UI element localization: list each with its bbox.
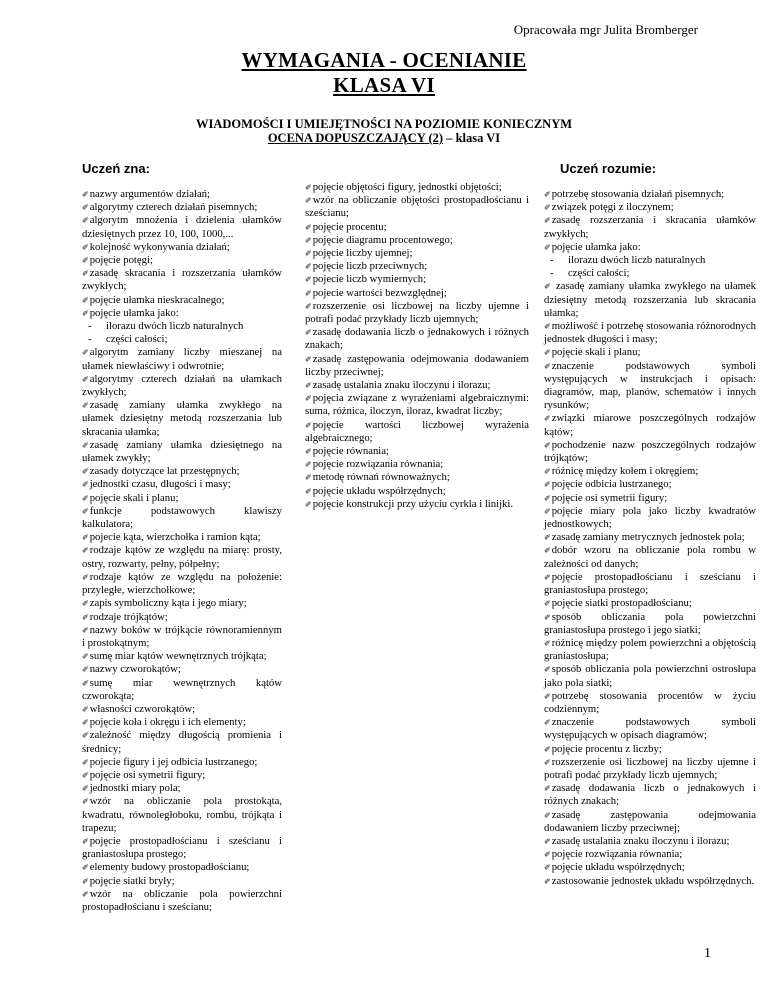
list-item-text: pojęcie procentu; — [312, 220, 387, 233]
list-item-text: zasadę zamiany ułamka zwykłego na ułamek dziesiętny metodą rozszerzania lub skracania ułamka; — [544, 280, 756, 319]
list-item-text: pojęcie diagramu procentowego; — [312, 233, 453, 246]
list-item-text: jednostki czasu, długości i masy; — [89, 478, 231, 491]
document-class-title: KLASA VI — [333, 73, 435, 97]
list-item-text: pojęcie siatki prostopadłościanu; — [551, 597, 692, 610]
list-item — [305, 419, 529, 445]
list-item-text: znaczenie podstawowych symboli występujących w instrukcjach i opisach: diagramów, map, planów, schematów i innych rysunków; — [544, 359, 756, 412]
list-item-text: pojecie liczb wymiernych; — [312, 273, 427, 286]
list-item — [82, 611, 282, 624]
list-item-text: pojęcie konstrukcji przy użyciu cyrkla i linijki. — [312, 497, 514, 510]
pencil-icon: ✐ — [82, 652, 89, 662]
list-item-text: zasadę dodawania liczb o jednakowych i różnych znakach; — [305, 326, 529, 352]
list-item-text: pojęcie procentu z liczby; — [551, 742, 662, 755]
list-item-text: elementy budowy prostopadłościanu; — [89, 861, 250, 874]
list-item — [82, 875, 282, 888]
list-item-text: pojęcie prostopadłościanu i sześcianu i graniastosłupa prostego; — [82, 834, 282, 861]
list-item — [305, 379, 529, 392]
list-item-text: pojęcie układu współrzędnych; — [551, 861, 685, 874]
dash-marker: - — [550, 254, 554, 267]
list-item-text: pojęcie siatki bryły; — [89, 874, 175, 887]
understands-column — [544, 188, 756, 888]
list-item — [82, 267, 282, 293]
list-item — [544, 690, 756, 716]
list-item — [82, 201, 282, 214]
list-item — [82, 769, 282, 782]
pencil-icon: ✐ — [305, 235, 312, 245]
pencil-icon: ✐ — [82, 612, 89, 622]
list-item-text: wzór na obliczanie pola prostokąta, kwadratu, równoległoboku, rombu, trójkąta i trapezu; — [82, 795, 282, 834]
dash-marker: - — [88, 320, 92, 333]
list-item — [544, 346, 756, 359]
pencil-icon: ✐ — [82, 678, 89, 688]
list-item-text: sumę miar wewnętrznych kątów czworokąta; — [82, 676, 282, 702]
list-item — [305, 273, 529, 286]
understands-heading: Uczeń rozumie: — [560, 161, 657, 176]
list-item-text: pojęcie osi symetrii figury; — [551, 491, 668, 504]
pencil-icon: ✐ — [544, 322, 551, 332]
list-item — [544, 505, 756, 531]
pencil-icon: ✐ — [82, 480, 89, 490]
list-item-text: kolejność wykonywania działań; — [89, 240, 230, 253]
list-item — [544, 320, 756, 346]
list-item-text: pojęcie ułamka jako: — [89, 306, 179, 319]
pencil-icon: ✐ — [82, 863, 89, 873]
grade-class-label: – klasa VI — [443, 131, 501, 145]
list-item — [544, 188, 756, 201]
pencil-icon: ✐ — [305, 301, 312, 311]
grade-label: OCENA DOPUSZCZAJĄCY (2) — [267, 131, 444, 145]
pencil-icon: ✐ — [305, 486, 312, 496]
pencil-icon: ✐ — [82, 348, 89, 358]
list-item-text: pojęcie objętości figury, jednostki objętości; — [312, 181, 502, 193]
pencil-icon: ✐ — [82, 216, 89, 226]
pencil-icon: ✐ — [305, 222, 312, 232]
list-item-text: funkcje podstawowych klawiszy kalkulatora; — [82, 504, 282, 531]
list-item — [305, 485, 529, 498]
list-item — [544, 716, 756, 742]
pencil-icon: ✐ — [82, 704, 89, 714]
pencil-icon: ✐ — [305, 275, 312, 285]
pencil-icon: ✐ — [544, 876, 551, 886]
list-item-text: zasadę zastępowania odejmowania dodawaniem liczby przeciwnej; — [305, 352, 529, 378]
list-item-text: zależność między długością promienia i średnicy; — [82, 729, 282, 755]
list-item-text: metodę równań równoważnych; — [312, 471, 450, 484]
pencil-icon: ✐ — [544, 691, 551, 701]
list-item — [544, 214, 756, 240]
pencil-icon: ✐ — [544, 361, 551, 371]
list-item-text: pojęcie odbicia lustrzanego; — [551, 478, 672, 491]
pencil-icon: ✐ — [305, 288, 312, 298]
list-item — [544, 597, 756, 610]
pencil-icon: ✐ — [82, 308, 89, 318]
list-item-text: zasadę ustalania znaku iloczynu i ilorazu; — [551, 834, 730, 847]
pencil-icon: ✐ — [82, 836, 89, 846]
list-item — [82, 795, 282, 835]
pencil-icon: ✐ — [544, 836, 551, 846]
list-item — [305, 392, 529, 418]
pencil-icon: ✐ — [82, 599, 89, 609]
list-item-text: nazwy argumentów działań; — [89, 188, 210, 200]
list-item-text: sumę miar kątów wewnętrznych trójkąta; — [89, 650, 267, 663]
list-item — [305, 260, 529, 273]
pencil-icon: ✐ — [544, 467, 551, 477]
pencil-icon: ✐ — [82, 295, 89, 305]
list-item-text: sposób obliczania pola powierzchni ostrosłupa jako pola siatki; — [544, 663, 756, 689]
list-item-text: dobór wzoru na obliczanie pola rombu w zależności od danych; — [544, 544, 756, 570]
knows-column-1 — [82, 188, 282, 914]
list-item-text: rodzaje kątów ze względu na położenie: przyległe, wierzchołkowe; — [82, 570, 282, 597]
list-item-text: pojęcia związane z wyrażeniami algebraicznymi: suma, różnica, iloczyn, iloraz, kwadrat liczby; — [305, 392, 529, 418]
knows-heading: Uczeń zna: — [82, 161, 150, 176]
pencil-icon: ✐ — [82, 572, 89, 582]
pencil-icon: ✐ — [305, 460, 312, 470]
list-item — [305, 181, 529, 194]
list-item — [82, 399, 282, 439]
list-item-text: pojęcie koła i okręgu i ich elementy; — [89, 716, 246, 729]
list-item — [82, 492, 282, 505]
dash-marker: - — [550, 267, 554, 280]
list-item-text: wzór na obliczanie pola powierzchni prostopadłościanu i sześcianu; — [82, 887, 282, 913]
pencil-icon: ✐ — [82, 493, 89, 503]
list-item-text: rodzaje kątów ze względu na miarę: prosty, ostry, rozwarty, pełny, półpełny; — [82, 544, 282, 570]
list-item — [82, 703, 282, 716]
list-item — [82, 677, 282, 703]
list-item-text: zasady dotyczące lat przestępnych; — [89, 465, 240, 478]
pencil-icon: ✐ — [544, 480, 551, 490]
list-item — [305, 194, 529, 220]
list-item — [544, 875, 756, 888]
pencil-icon: ✐ — [82, 876, 89, 886]
list-item — [544, 743, 756, 756]
list-item — [544, 835, 756, 848]
list-item — [82, 214, 282, 240]
list-item — [544, 412, 756, 438]
pencil-icon: ✐ — [544, 440, 551, 450]
pencil-icon: ✐ — [544, 850, 551, 860]
list-item — [305, 353, 529, 379]
pencil-icon: ✐ — [544, 216, 551, 226]
pencil-icon: ✐ — [82, 718, 89, 728]
list-item-text: zasadę zastępowania odejmowania dodawaniem liczby przeciwnej; — [544, 808, 756, 834]
list-item — [82, 756, 282, 769]
pencil-icon: ✐ — [305, 394, 312, 404]
list-item — [544, 465, 756, 478]
page-number: 1 — [704, 946, 711, 961]
list-item — [82, 346, 282, 372]
list-item — [305, 445, 529, 458]
pencil-icon: ✐ — [544, 638, 551, 648]
list-item — [544, 201, 756, 214]
list-subitem-text: części całości; — [106, 333, 168, 346]
pencil-icon: ✐ — [544, 665, 551, 675]
pencil-icon: ✐ — [305, 499, 312, 509]
list-item — [544, 809, 756, 835]
list-subitem — [82, 320, 282, 333]
pencil-icon: ✐ — [82, 401, 89, 411]
list-item-text: własności czworokątów; — [89, 702, 196, 715]
list-item — [305, 471, 529, 484]
list-subitem-text: ilorazu dwóch liczb naturalnych — [568, 254, 706, 267]
list-item — [544, 478, 756, 491]
list-item — [544, 861, 756, 874]
pencil-icon: ✐ — [544, 242, 551, 252]
list-item — [82, 663, 282, 676]
list-item — [82, 465, 282, 478]
pencil-icon: ✐ — [544, 282, 551, 292]
document-title: WYMAGANIA - OCENIANIE — [241, 48, 527, 72]
list-item — [82, 373, 282, 399]
pencil-icon: ✐ — [305, 420, 312, 430]
list-subitem-text: ilorazu dwóch liczb naturalnych — [106, 320, 244, 333]
list-item-text: pojecie figury i jej odbicia lustrzanego; — [89, 755, 258, 768]
list-item-text: pojęcie miary pola jako liczby kwadratów jednostkowych; — [544, 504, 756, 531]
list-item-text: pojęcie potęgi; — [89, 254, 153, 267]
list-item-text: nazwy czworokątów; — [89, 663, 181, 676]
list-item-text: sposób obliczania pola powierzchni graniastosłupa prostego i jego siatki; — [544, 610, 756, 636]
list-item-text: pojęcie skali i planu; — [89, 491, 179, 504]
list-item-text: jednostki miary pola; — [89, 782, 181, 795]
list-item — [82, 650, 282, 663]
pencil-icon: ✐ — [544, 348, 551, 358]
pencil-icon: ✐ — [82, 533, 89, 543]
list-item-text: różnicę między polem powierzchni a objętością graniastosłupa; — [544, 636, 756, 663]
list-item-text: wzór na obliczanie objętości prostopadłościanu i sześcianu; — [305, 194, 529, 220]
list-item — [544, 637, 756, 663]
list-item-text: pojęcie układu współrzędnych; — [312, 484, 446, 497]
list-item — [82, 835, 282, 861]
pencil-icon: ✐ — [82, 190, 89, 199]
list-item — [305, 458, 529, 471]
list-item-text: zapis symboliczny kąta i jego miary; — [89, 597, 247, 610]
list-item-text: rodzaje trójkątów; — [89, 610, 168, 623]
list-item — [82, 782, 282, 795]
pencil-icon: ✐ — [544, 757, 551, 767]
list-item-text: pojecie kąta, wierzchołka i ramion kąta; — [89, 531, 261, 544]
list-item — [544, 756, 756, 782]
list-item — [82, 888, 282, 914]
list-item — [82, 188, 282, 201]
list-item-text: różnicę między kołem i okręgiem; — [551, 465, 699, 478]
list-item — [82, 254, 282, 267]
list-item-text: pojęcie ułamka nieskracalnego; — [89, 293, 225, 306]
list-item — [82, 531, 282, 544]
list-item-text: algorytmy czterech działań na ułamkach zwykłych; — [82, 372, 282, 399]
list-item — [82, 861, 282, 874]
pencil-icon: ✐ — [544, 190, 551, 199]
pencil-icon: ✐ — [544, 612, 551, 622]
list-item-text: związek potęgi z iloczynem; — [551, 201, 674, 214]
author-line: Opracowała mgr Julita Bromberger — [513, 22, 698, 37]
list-item — [82, 439, 282, 465]
pencil-icon: ✐ — [82, 374, 89, 384]
pencil-icon: ✐ — [82, 731, 89, 741]
list-item — [544, 848, 756, 861]
list-item — [305, 287, 529, 300]
list-item — [544, 611, 756, 637]
list-item — [82, 505, 282, 531]
list-item-text: algorytm mnożenia i dzielenia ułamków dziesiętnych przez 10, 100, 1000,... — [82, 214, 282, 240]
pencil-icon: ✐ — [305, 249, 312, 259]
list-item-text: związki miarowe poszczególnych rodzajów kątów; — [544, 412, 756, 438]
list-item-text: zasadę ustalania znaku iloczynu i ilorazu; — [312, 379, 491, 392]
list-item-text: zastosowanie jednostek układu współrzędnych. — [551, 874, 755, 887]
list-item-text: pojęcie wartości liczbowej wyrażenia algebraicznego; — [305, 418, 529, 444]
list-item — [544, 571, 756, 597]
pencil-icon: ✐ — [544, 718, 551, 728]
pencil-icon: ✐ — [82, 203, 89, 213]
pencil-icon: ✐ — [544, 493, 551, 503]
pencil-icon: ✐ — [82, 440, 89, 450]
list-item-text: zasadę zamiany metrycznych jednostek pola; — [551, 531, 745, 544]
list-item — [544, 663, 756, 689]
pencil-icon: ✐ — [544, 533, 551, 543]
list-item — [544, 531, 756, 544]
pencil-icon: ✐ — [305, 447, 312, 457]
list-item — [305, 221, 529, 234]
pencil-icon: ✐ — [82, 269, 89, 279]
list-item-text: pojęcie skali i planu; — [551, 346, 641, 359]
list-subitem — [544, 267, 756, 280]
list-item-text: potrzebę stosowania działań pisemnych; — [551, 188, 725, 200]
list-subitem-text: części całości; — [568, 267, 630, 280]
list-item-text: zasadę skracania i rozszerzania ułamków zwykłych; — [82, 267, 282, 293]
list-item — [544, 241, 756, 254]
list-item — [82, 624, 282, 650]
pencil-icon: ✐ — [305, 381, 312, 391]
pencil-icon: ✐ — [82, 467, 89, 477]
pencil-icon: ✐ — [544, 810, 551, 820]
pencil-icon: ✐ — [82, 665, 89, 675]
list-item — [305, 498, 529, 511]
list-item — [82, 307, 282, 320]
pencil-icon: ✐ — [82, 797, 89, 807]
list-item-text: pojęcie rozwiązania równania; — [551, 848, 683, 861]
pencil-icon: ✐ — [305, 262, 312, 272]
pencil-icon: ✐ — [544, 506, 551, 516]
list-item-text: pojęcie liczby ujemnej; — [312, 247, 413, 260]
pencil-icon: ✐ — [82, 784, 89, 794]
list-item — [544, 544, 756, 570]
list-item-text: pojecie wartości bezwzględnej; — [312, 286, 447, 299]
list-item — [82, 729, 282, 755]
pencil-icon: ✐ — [544, 546, 551, 556]
list-item — [544, 280, 756, 320]
pencil-icon: ✐ — [544, 572, 551, 582]
pencil-icon: ✐ — [82, 256, 89, 266]
list-item — [82, 478, 282, 491]
list-item-text: pojęcie ułamka jako: — [551, 240, 641, 253]
pencil-icon: ✐ — [82, 757, 89, 767]
list-item — [82, 294, 282, 307]
pencil-icon: ✐ — [544, 784, 551, 794]
section-subtitle: WIADOMOŚCI I UMIEJĘTNOŚCI NA POZIOMIE KONIECZNYM — [195, 117, 573, 131]
list-item-text: algorytmy czterech działań pisemnych; — [89, 201, 258, 214]
knows-column-2 — [305, 181, 529, 511]
pencil-icon: ✐ — [82, 546, 89, 556]
pencil-icon: ✐ — [544, 863, 551, 873]
list-item-text: zasadę rozszerzania i skracania ułamków zwykłych; — [544, 214, 756, 240]
list-item — [82, 597, 282, 610]
list-item-text: pojęcie prostopadłościanu i sześcianu i graniastosłupa prostego; — [544, 570, 756, 597]
pencil-icon: ✐ — [82, 506, 89, 516]
pencil-icon: ✐ — [544, 599, 551, 609]
grade-subtitle — [0, 131, 768, 146]
pencil-icon: ✐ — [544, 414, 551, 424]
pencil-icon: ✐ — [82, 242, 89, 252]
list-item — [82, 571, 282, 597]
pencil-icon: ✐ — [82, 625, 89, 635]
list-item-text: algorytm zamiany liczby mieszanej na ułamek niewłaściwy i odwrotnie; — [82, 346, 282, 372]
pencil-icon: ✐ — [544, 744, 551, 754]
pencil-icon: ✐ — [82, 889, 89, 899]
list-item-text: zasadę dodawania liczb o jednakowych i różnych znakach; — [544, 782, 756, 808]
list-item — [82, 716, 282, 729]
list-item — [544, 492, 756, 505]
list-item — [305, 234, 529, 247]
list-item — [544, 439, 756, 465]
list-item-text: zasadę zamiany ułamka dziesiętnego na ułamek zwykły; — [82, 438, 282, 465]
pencil-icon: ✐ — [82, 770, 89, 780]
list-item-text: pojęcie liczb przeciwnych; — [312, 260, 428, 273]
list-item-text: nazwy boków w trójkącie równoramiennym i prostokątnym; — [82, 623, 282, 649]
list-item-text: rozszerzenie osi liczbowej na liczby ujemne i potrafi podać przykłady liczb ujemnych; — [544, 755, 756, 781]
list-item — [305, 326, 529, 352]
list-subitem — [82, 333, 282, 346]
list-item-text: zasadę zamiany ułamka zwykłego na ułamek dziesiętny metodą rozszerzania lub skracania ułamka; — [82, 399, 282, 438]
list-item — [82, 544, 282, 570]
list-item-text: potrzebę stosowania procentów w życiu codziennym; — [544, 689, 756, 715]
list-item — [544, 782, 756, 808]
pencil-icon: ✐ — [544, 203, 551, 213]
list-item — [544, 360, 756, 413]
list-item-text: możliwość i potrzebę stosowania różnorodnych jednostek długości i masy; — [544, 320, 756, 346]
list-subitem — [544, 254, 756, 267]
list-item-text: pochodzenie nazw poszczególnych rodzajów trójkątów; — [544, 438, 756, 465]
pencil-icon: ✐ — [305, 328, 312, 338]
list-item — [305, 300, 529, 326]
list-item-text: pojęcie równania; — [312, 445, 389, 458]
list-item-text: pojęcie rozwiązania równania; — [312, 458, 444, 471]
list-item — [305, 247, 529, 260]
pencil-icon: ✐ — [305, 354, 312, 364]
pencil-icon: ✐ — [305, 183, 312, 192]
list-item-text: znaczenie podstawowych symboli występujących w opisach diagramów; — [544, 716, 756, 742]
list-item-text: rozszerzenie osi liczbowej na liczby ujemne i potrafi podać przykłady liczb ujemnych; — [305, 299, 529, 326]
pencil-icon: ✐ — [305, 196, 312, 206]
list-item — [82, 241, 282, 254]
dash-marker: - — [88, 333, 92, 346]
pencil-icon: ✐ — [305, 473, 312, 483]
list-item-text: pojęcie osi symetrii figury; — [89, 768, 206, 781]
